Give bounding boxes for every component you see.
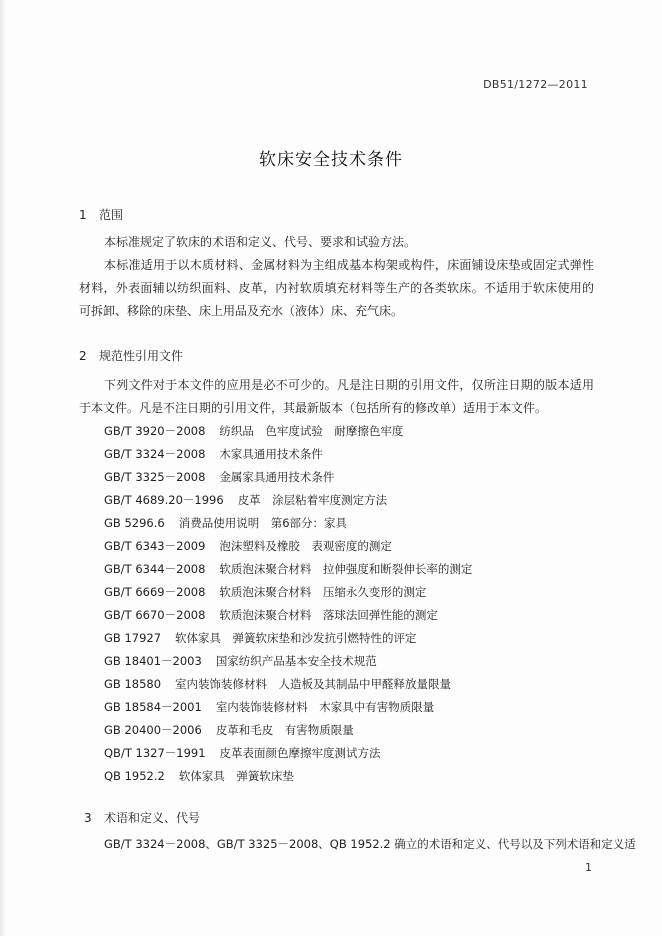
reference-code: GB 18584－2001 bbox=[104, 700, 202, 714]
reference-code: GB 20400－2006 bbox=[104, 723, 202, 737]
reference-item bbox=[104, 466, 472, 489]
reference-item bbox=[104, 719, 472, 742]
reference-code: GB 17927 bbox=[104, 631, 162, 645]
reference-title: 软质泡沫聚合材料 压缩永久变形的测定 bbox=[219, 585, 427, 599]
reference-code: GB/T 6669－2008 bbox=[104, 585, 206, 599]
reference-title: 纺织品 色牢度试验 耐摩擦色牢度 bbox=[219, 424, 404, 438]
section-2-heading bbox=[79, 347, 183, 364]
reference-item bbox=[104, 673, 472, 696]
section-1-heading bbox=[79, 206, 123, 223]
reference-code: QB 1952.2 bbox=[104, 769, 165, 783]
reference-title: 国家纺织产品基本安全技术规范 bbox=[215, 654, 377, 668]
reference-code: GB/T 3325－2008 bbox=[104, 470, 206, 484]
reference-item bbox=[104, 581, 472, 604]
reference-title: 软体家具 弹簧软床垫 bbox=[178, 769, 294, 783]
reference-title: 消费品使用说明 第6部分：家具 bbox=[178, 516, 348, 530]
reference-item bbox=[104, 742, 472, 765]
reference-item bbox=[104, 650, 472, 673]
section-title: 规范性引用文件 bbox=[99, 349, 184, 363]
reference-title: 软质泡沫聚合材料 拉伸强度和断裂伸长率的测定 bbox=[219, 562, 473, 576]
reference-code: GB/T 6343－2009 bbox=[104, 539, 206, 553]
reference-code: GB 18580 bbox=[104, 677, 162, 691]
reference-title: 泡沫塑料及橡胶 表观密度的测定 bbox=[219, 539, 392, 553]
reference-item bbox=[104, 765, 472, 788]
reference-item bbox=[104, 489, 472, 512]
reference-item bbox=[104, 604, 472, 627]
reference-item bbox=[104, 535, 472, 558]
paragraph: 下列文件对于本文件的应用是必不可少的。凡是注日期的引用文件，仅所注日期的版本适用于本文件。凡是不注日期的引用文件，其最新版本（包括所有的修改单）适用于本文件。 bbox=[79, 378, 594, 415]
reference-item bbox=[104, 443, 472, 466]
reference-title: 软体家具 弹簧软床垫和沙发抗引燃特性的评定 bbox=[175, 631, 417, 645]
reference-item bbox=[104, 512, 472, 535]
section-3-heading bbox=[84, 809, 200, 826]
reference-code: GB/T 4689.20－1996 bbox=[104, 493, 224, 507]
reference-code: GB/T 3324－2008 bbox=[104, 447, 206, 461]
reference-title: 皮革 涂层粘着牢度测定方法 bbox=[237, 493, 388, 507]
standard-code: DB51/1272—2011 bbox=[483, 78, 588, 91]
reference-code: GB 18401－2003 bbox=[104, 654, 202, 668]
reference-title: 皮革和毛皮 有害物质限量 bbox=[215, 723, 354, 737]
reference-code: GB/T 6670－2008 bbox=[104, 608, 206, 622]
reference-item bbox=[104, 558, 472, 581]
reference-code: GB/T 3920－2008 bbox=[104, 424, 206, 438]
document-title: 软床安全技术条件 bbox=[259, 150, 403, 170]
section-number: 1 bbox=[79, 208, 87, 222]
reference-list bbox=[104, 420, 472, 788]
reference-code: GB 5296.6 bbox=[104, 516, 165, 530]
scan-edge-shadow bbox=[0, 0, 6, 936]
section-number: 2 bbox=[79, 349, 87, 363]
reference-title: 室内装饰装修材料 人造板及其制品中甲醛释放量限量 bbox=[175, 677, 452, 691]
reference-title: 皮革表面颜色摩擦牢度测试方法 bbox=[219, 746, 381, 760]
page-number: 1 bbox=[585, 861, 592, 874]
paragraph: 本标准规定了软床的术语和定义、代号、要求和试验方法。 bbox=[104, 235, 417, 249]
paragraph: 本标准适用于以木质材料、金属材料为主组成基本构架或构件，床面铺设床垫或固定式弹性材料，外表面辅以纺织面料、皮革，内衬软质填充材料等生产的各类软床。不适用于软床使用的可拆卸、移除的床垫、床上用品及充水（液体）床、充气床。 bbox=[79, 258, 594, 318]
reference-code: GB/T 6344－2008 bbox=[104, 562, 206, 576]
reference-title: 软质泡沫聚合材料 落球法回弹性能的测定 bbox=[219, 608, 438, 622]
reference-item bbox=[104, 696, 472, 719]
reference-title: 木家具通用技术条件 bbox=[219, 447, 323, 461]
section-title: 范围 bbox=[99, 208, 124, 222]
paragraph: GB/T 3324－2008、GB/T 3325－2008、QB 1952.2 确立的术语和定义、代号以及下列术语和定义适 bbox=[104, 837, 636, 851]
section-number: 3 bbox=[84, 811, 92, 825]
reference-title: 金属家具通用技术条件 bbox=[219, 470, 335, 484]
section-title: 术语和定义、代号 bbox=[104, 811, 201, 825]
reference-item bbox=[104, 420, 472, 443]
reference-code: QB/T 1327－1991 bbox=[104, 746, 206, 760]
reference-title: 室内装饰装修材料 木家具中有害物质限量 bbox=[215, 700, 435, 714]
reference-item bbox=[104, 627, 472, 650]
